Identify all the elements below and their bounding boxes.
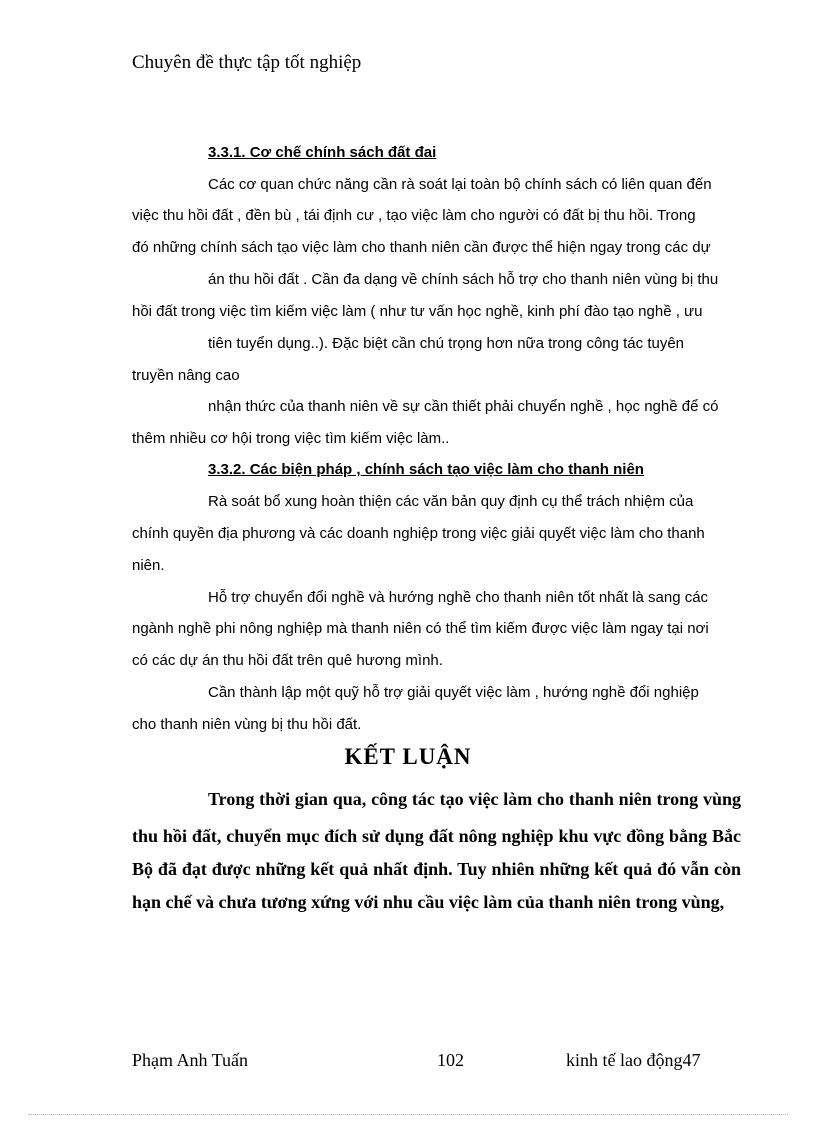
conclusion-line: Trong thời gian qua, công tác tạo việc làm cho thanh niên trong vùng [208, 789, 741, 809]
paragraph-line: nhận thức của thanh niên về sự cần thiết phải chuyển nghề , học nghề để có [208, 398, 719, 415]
paragraph-line: Rà soát bổ xung hoàn thiện các văn bản quy định cụ thể trách nhiệm của [208, 493, 694, 510]
paragraph-line: việc thu hồi đất , đền bù , tái định cư , tạo việc làm cho người có đất bị thu hồi. Trong [132, 207, 696, 224]
paragraph-line: Hỗ trợ chuyển đổi nghề và hướng nghề cho thanh niên tốt nhất là sang các [208, 589, 709, 606]
page-header: Chuyên đề thực tập tốt nghiệp [132, 52, 362, 73]
section-heading-3-3-1: 3.3.1. Cơ chế chính sách đất đai [208, 144, 437, 161]
conclusion-line: hạn chế và chưa tương xứng với nhu cầu việc làm của thanh niên trong vùng, [132, 892, 725, 912]
paragraph-line: tiên tuyển dụng..). Đặc biệt cần chú trọng hơn nữa trong công tác tuyên [208, 335, 685, 352]
paragraph-line: chính quyền địa phương và các doanh nghiệp trong việc giải quyết việc làm cho thanh [132, 525, 705, 542]
conclusion-line: thu hồi đất, chuyển mục đích sử dụng đất nông nghiệp khu vực đồng bằng Bắc [132, 826, 741, 846]
footer-class-name: kinh tế lao động47 [566, 1050, 701, 1070]
paragraph-line: có các dự án thu hồi đất trên quê hương mình. [132, 652, 443, 669]
paragraph-line: truyền nâng cao [132, 367, 240, 384]
paragraph-line: ngành nghề phi nông nghiệp mà thanh niên có thể tìm kiếm được việc làm ngay tại nơi [132, 620, 709, 637]
page-bottom-divider [28, 1114, 788, 1115]
paragraph-line: niên. [132, 557, 165, 574]
paragraph-line: đó những chính sách tạo việc làm cho thanh niên cần được thể hiện ngay trong các dự [132, 239, 711, 256]
paragraph-line: Cần thành lập một quỹ hỗ trợ giải quyết việc làm , hướng nghề đổi nghiệp [208, 684, 699, 701]
paragraph-line: án thu hồi đất . Cần đa dạng về chính sách hỗ trợ cho thanh niên vùng bị thu [208, 271, 719, 288]
paragraph-line: cho thanh niên vùng bị thu hồi đất. [132, 716, 362, 733]
paragraph-line: Các cơ quan chức năng cần rà soát lại toàn bộ chính sách có liên quan đến [208, 176, 712, 193]
conclusion-title: KẾT LUẬN [344, 744, 472, 769]
paragraph-line: thêm nhiều cơ hội trong việc tìm kiếm việc làm.. [132, 430, 450, 447]
section-heading-3-3-2: 3.3.2. Các biện pháp , chính sách tạo việc làm cho thanh niên [208, 461, 644, 478]
conclusion-line: Bộ đã đạt được những kết quả nhất định. Tuy nhiên những kết quả đó vẫn còn [132, 859, 741, 879]
footer-page-number: 102 [437, 1050, 464, 1070]
footer-author: Phạm Anh Tuấn [132, 1050, 249, 1070]
paragraph-line: hồi đất trong việc tìm kiếm việc làm ( như tư vấn học nghề, kinh phí đào tạo nghề , ưu [132, 303, 703, 320]
